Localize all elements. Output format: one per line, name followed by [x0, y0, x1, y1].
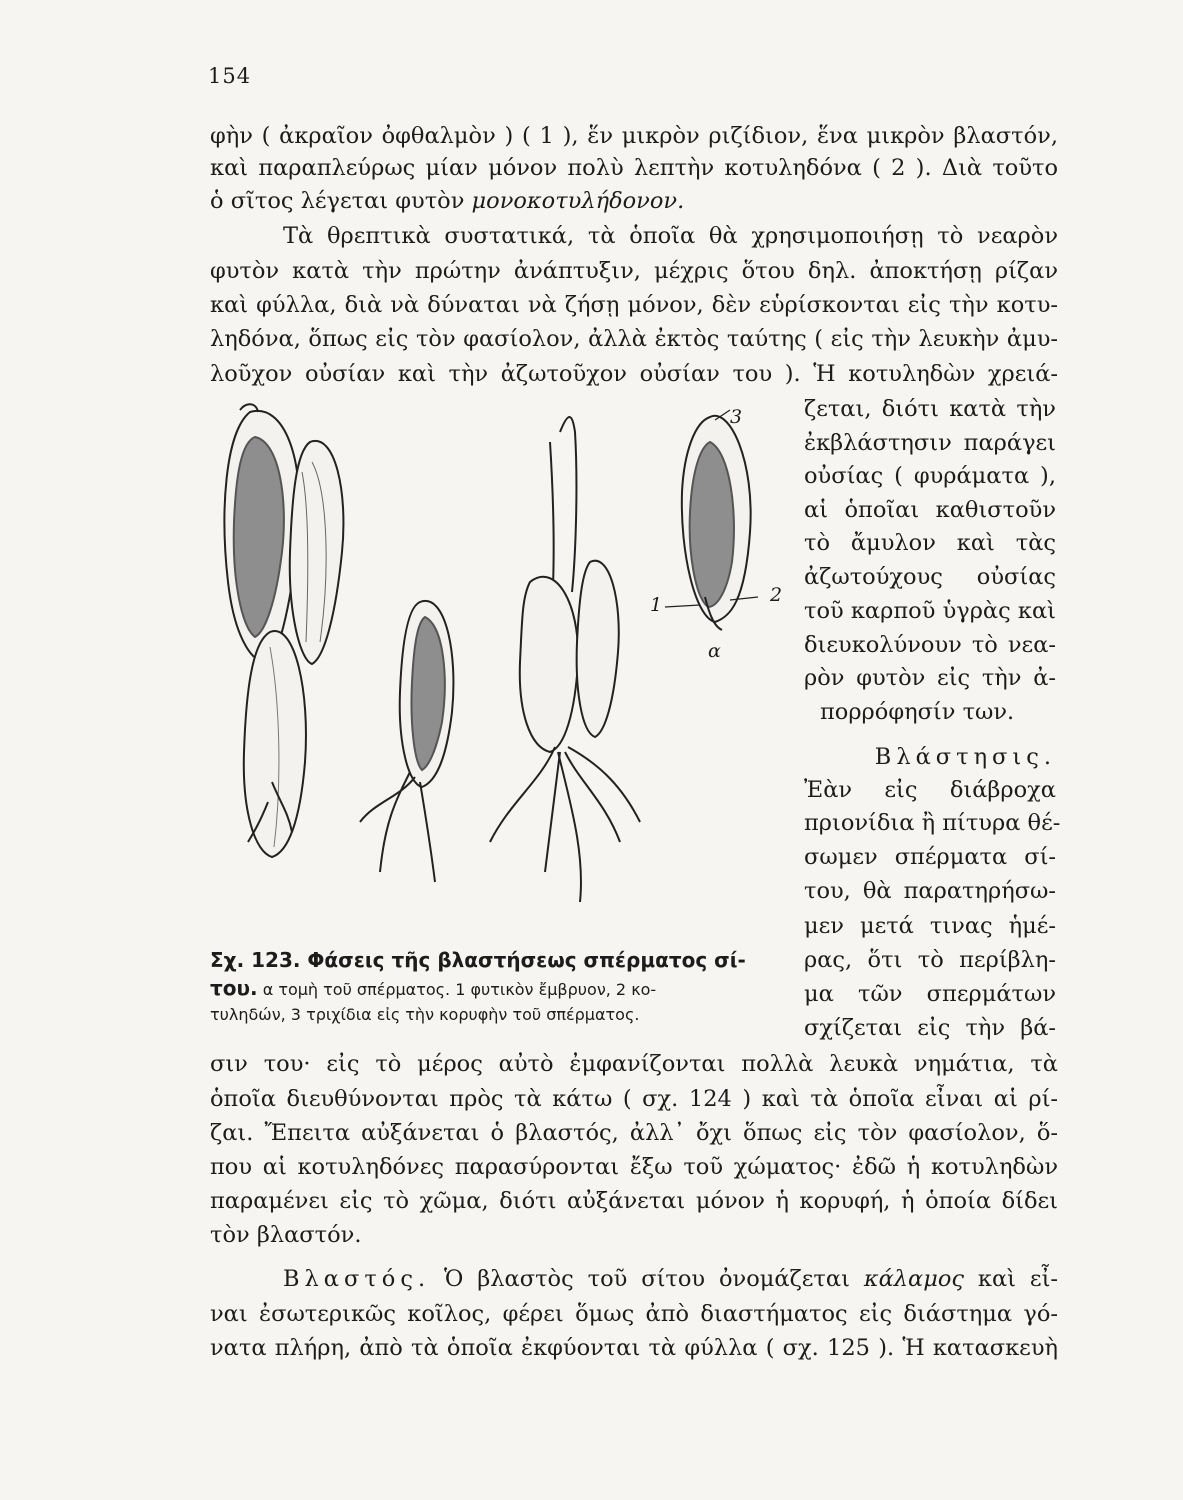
text-line: ρας, ὅτι τὸ περίβλη-: [804, 947, 1056, 973]
text-line: ἀζωτούχους οὐσίας: [804, 564, 1056, 590]
text-line: τοῦ καρποῦ ὑγρὰς καὶ: [804, 598, 1056, 624]
text-line: μα τῶν σπερμάτων: [804, 981, 1056, 1007]
text-line: οὐσίας ( φυράματα ),: [804, 463, 1056, 489]
text-span: καὶ εἶ-: [964, 1266, 1058, 1292]
text-line: ζαι. Ἔπειτα αὐξάνεται ὁ βλαστός, ἀλλ᾽ ὄχι ὅπως εἰς τὸν φασίολον, ὅ-: [210, 1120, 1058, 1146]
figure-label-1: 1: [650, 594, 663, 616]
text-line: φὴν ( ἀκραῖον ὀφθαλμὸν ) ( 1 ), ἕν μικρὸν ριζίδιον, ἕνα μικρὸν βλαστόν,: [210, 123, 1058, 149]
seed-section-labeled: [665, 410, 758, 630]
text-line: μεν μετά τινας ἡμέ-: [804, 913, 1056, 939]
text-line: ρὸν φυτὸν εἰς τὴν ἀ-: [804, 665, 1056, 691]
figure-caption-line: τυληδών, 3 τριχίδια εἰς τὴν κορυφὴν τοῦ σπέρματος.: [210, 1005, 640, 1024]
term-kalamos: κάλαμος: [863, 1266, 964, 1292]
caption-bold-word: του.: [210, 976, 258, 1000]
text-line: λοῦχον οὐσίαν καὶ τὴν ἀζωτοῦχον οὐσίαν του ). Ἡ κοτυληδὼν χρειά-: [210, 361, 1058, 387]
text-line: τὸ ἄμυλον καὶ τὰς: [804, 530, 1056, 556]
text-line: σωμεν σπέρματα σί-: [804, 844, 1056, 870]
text-line: ληδόνα, ὅπως εἰς τὸν φασίολον, ἀλλὰ ἐκτὸς ταύτης ( εἰς τὴν λευκὴν ἀμυ-: [210, 326, 1058, 352]
section-heading-germination: Βλάστησις.: [874, 744, 1056, 770]
section-heading-stem: Βλαστός.: [283, 1266, 431, 1292]
text-line: πορρόφησίν των.: [820, 699, 1015, 725]
text-line: του, θὰ παρατηρήσω-: [804, 878, 1056, 904]
text-line: πριονίδια ἢ πίτυρα θέ-: [804, 810, 1061, 836]
caption-text: α τομὴ τοῦ σπέρματος. 1 φυτικὸν ἔμβρυον, 2 κο-: [257, 980, 657, 999]
text-line: καὶ παραπλεύρως μίαν μόνον πολὺ λεπτὴν κοτυληδόνα ( 2 ). Διὰ τοῦτο: [210, 155, 1058, 181]
seed-sprouting-early: [244, 631, 306, 857]
figure-caption-title: Σχ. 123. Φάσεις τῆς βλαστήσεως σπέρματος σί-: [210, 948, 746, 972]
seed-with-root: [360, 601, 453, 882]
text-line: ναι ἐσωτερικῶς κοῖλος, φέρει ὅμως ἀπὸ διαστήματος εἰς διάστημα γό-: [210, 1301, 1058, 1327]
text-line: ἐκβλάστησιν παράγει: [804, 430, 1056, 456]
figure-label-3: 3: [730, 406, 743, 428]
seed-with-shoot: [490, 417, 640, 902]
text-line: ζεται, διότι κατὰ τὴν: [804, 396, 1056, 422]
figure-caption-line: [210, 976, 770, 1002]
text-span: ὁ σῖτος λέγεται φυτὸν: [210, 188, 472, 214]
page-number: 154: [208, 64, 252, 88]
text-span: Ὁ βλαστὸς τοῦ σίτου ὀνομάζεται: [430, 1266, 864, 1292]
text-line: διευκολύνουν τὸ νεα-: [804, 632, 1056, 658]
text-line: αἱ ὁποῖαι καθιστοῦν: [804, 497, 1056, 523]
text-line: ὁποῖα διευθύνονται πρὸς τὰ κάτω ( σχ. 124 ) καὶ τὰ ὁποῖα εἶναι αἱ ρί-: [210, 1086, 1058, 1112]
text-line: καὶ φύλλα, διὰ νὰ δύναται νὰ ζήσῃ μόνον, δὲν εὑρίσκονται εἰς τὴν κοτυ-: [210, 292, 1058, 318]
figure-label-a: α: [708, 640, 721, 662]
text-line: [210, 184, 1058, 218]
seed-cut-half: [224, 404, 299, 662]
figure-seed-germination: [210, 402, 800, 946]
text-line: παραμένει εἰς τὸ χῶμα, διότι αὐξάνεται μόνον ἡ κορυφή, ἡ ὁποία δίδει: [210, 1188, 1058, 1214]
germination-illustration: [210, 402, 800, 942]
text-line: Ἐὰν εἰς διάβροχα: [804, 777, 1056, 803]
text-line: Τὰ θρεπτικὰ συστατικά, τὰ ὁποῖα θὰ χρησιμοποιήσῃ τὸ νεαρὸν: [283, 223, 1058, 249]
text-line: τὸν βλαστόν.: [210, 1222, 362, 1248]
text-line: φυτὸν κατὰ τὴν πρώτην ἀνάπτυξιν, μέχρις ὅτου δηλ. ἀποκτήσῃ ρίζαν: [210, 258, 1058, 284]
text-line: νατα πλήρη, ἀπὸ τὰ ὁποῖα ἐκφύονται τὰ φύλλα ( σχ. 125 ). Ἡ κατασκευὴ: [210, 1335, 1058, 1361]
figure-label-2: 2: [770, 584, 783, 606]
text-line: [283, 1262, 1058, 1296]
text-line: σχίζεται εἰς τὴν βά-: [804, 1015, 1056, 1041]
text-line: σιν του· εἰς τὸ μέρος αὐτὸ ἐμφανίζονται πολλὰ λευκὰ νημάτια, τὰ: [210, 1051, 1058, 1077]
seed-whole: [290, 441, 344, 664]
term-monocotyledon: μονοκοτυλήδονον.: [471, 188, 685, 214]
text-line: που αἱ κοτυληδόνες παρασύρονται ἔξω τοῦ χώματος· ἐδῶ ἡ κοτυληδὼν: [210, 1154, 1058, 1180]
